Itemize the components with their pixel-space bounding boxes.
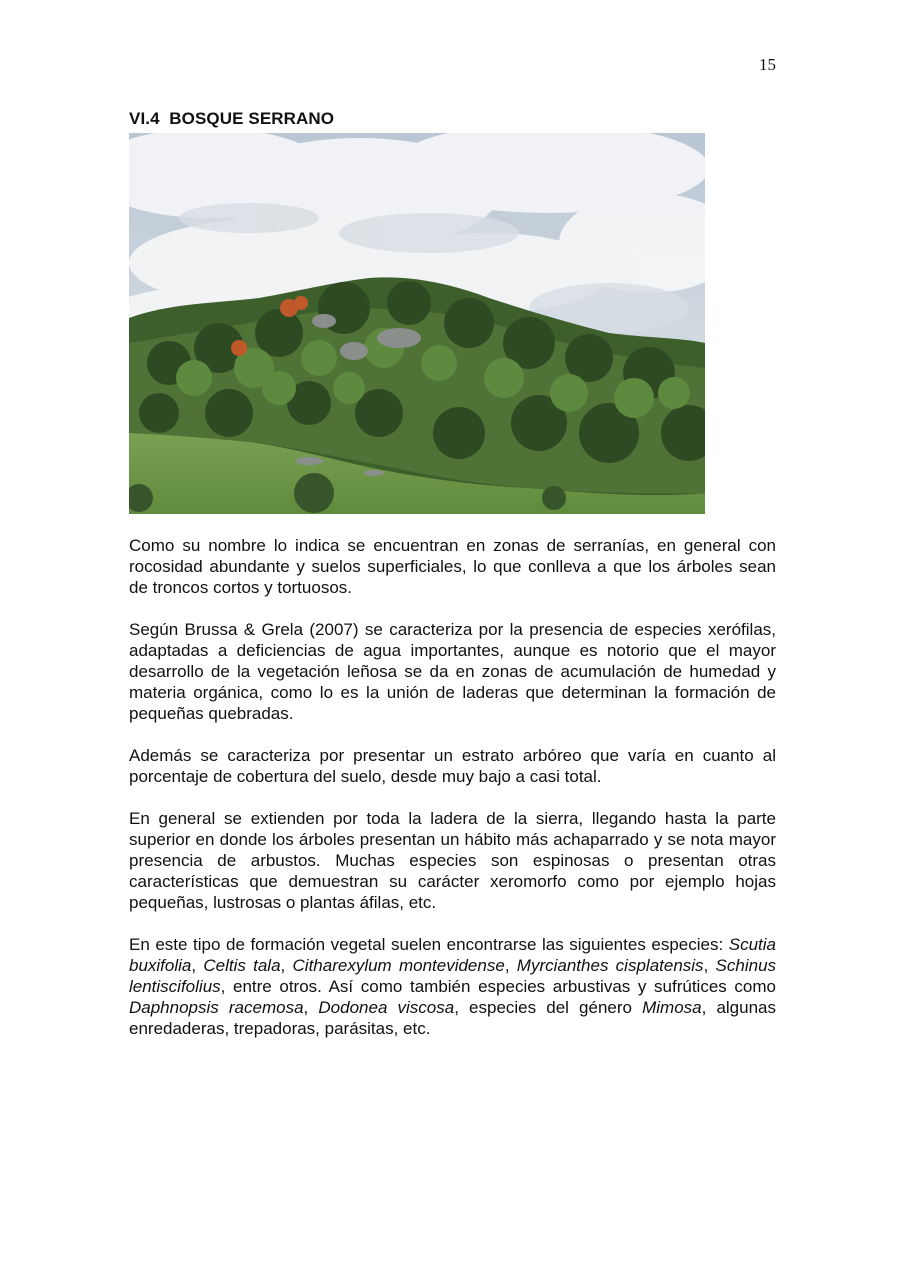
text-run: , [703,956,716,975]
genus-name: Mimosa [642,998,702,1017]
section-heading: VI.4 BOSQUE SERRANO [129,109,335,128]
species-name: Celtis tala [203,956,281,975]
paragraph-4: En general se extienden por toda la ladera de la sierra, llegando hasta la parte superior en donde los árboles presentan un hábito más achaparrado y se nota mayor presencia de arbustos. Muchas especies son espinosas o presentan otras características que demuestran su carácter xeromorfo como por ejemplo hojas pequeñas, lustrosas o plantas áfilas, etc. [129,809,776,912]
text-run: En este tipo de formación vegetal suelen encontrarse las siguientes especies: [129,935,729,954]
species-name: Daphnopsis racemosa [129,998,304,1017]
paragraph-1: Como su nombre lo indica se encuentran en zonas de serranías, en general con rocosidad abundante y suelos superficiales, lo que conlleva a que los árboles sean de troncos cortos y tortuosos. [129,536,776,597]
paragraph-2: Según Brussa & Grela (2007) se caracteriza por la presencia de especies xerófilas, adaptadas a deficiencias de agua importantes, aunque es notorio que el mayor desarrollo de la vegetación leñosa se da en zonas de acumulación de humedad y materia orgánica, como lo es la unión de laderas que determinan la formación de pequeñas quebradas. [129,620,776,723]
text-run: , entre otros. Así como también especies arbustivas y sufrútices como [220,977,776,996]
body-text [129,535,776,1060]
text-run: , especies del género [454,998,643,1017]
species-name: Schinus lentiscifolius [129,956,777,996]
species-name: Myrcianthes cisplatensis [516,956,704,975]
text-run: , [504,956,517,975]
species-name: Scutia buxifolia [129,935,776,975]
text-run: , [303,998,319,1017]
text-run: , algunas enredaderas, trepadoras, parásitas, etc. [129,998,776,1038]
species-name: Dodonea viscosa [318,998,455,1017]
paragraph-5 [129,934,776,1039]
species-name: Citharexylum montevidense [292,956,505,975]
page-number: 15 [759,55,776,74]
text-run: , [191,956,204,975]
text-run: , [280,956,293,975]
photo-hillside-forest [129,133,705,514]
paragraph-3: Además se caracteriza por presentar un estrato arbóreo que varía en cuanto al porcentaje de cobertura del suelo, desde muy bajo a casi total. [129,746,776,786]
